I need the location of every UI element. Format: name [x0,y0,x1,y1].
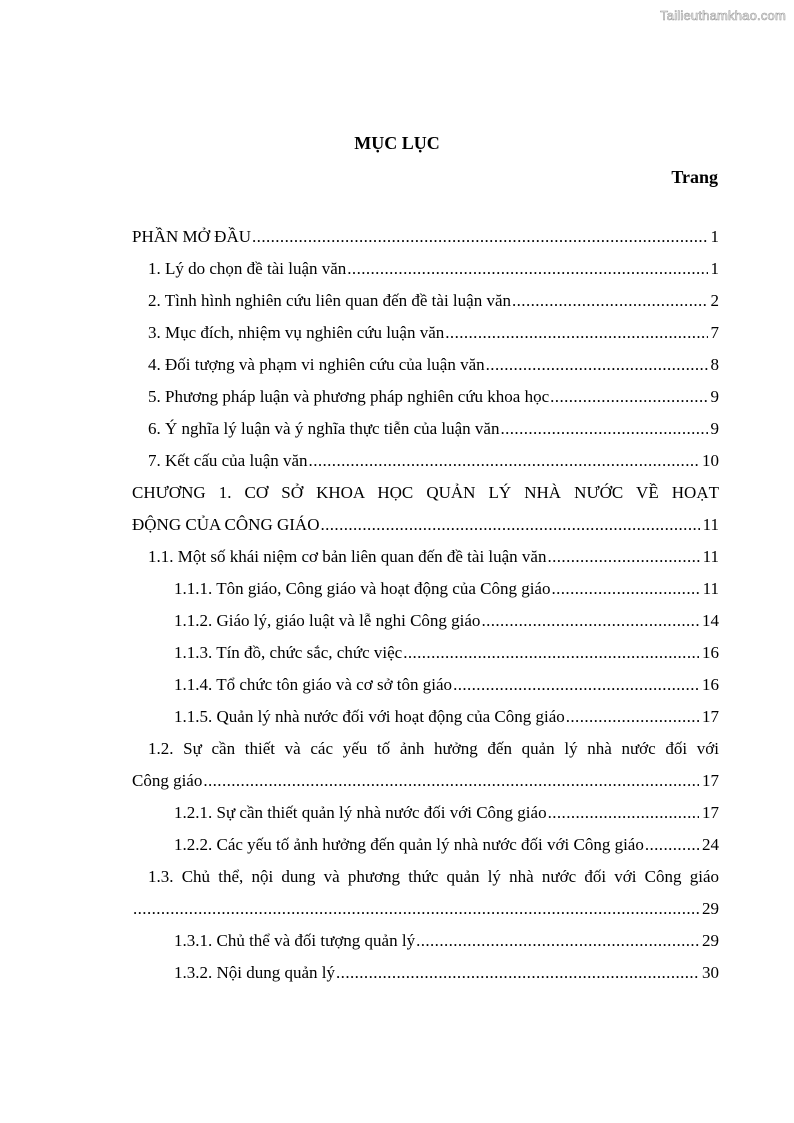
dot-leader [320,512,699,538]
toc-entry[interactable] [132,928,719,960]
watermark-text: Tailieuthamkhao.com [660,8,786,23]
toc-entry-page: 9 [710,387,719,406]
toc-entry-label: 1.2.1. Sự cần thiết quản lý nhà nước đối với Công giáo [174,803,547,822]
toc-entry[interactable] [132,640,719,672]
toc-entry-page: 11 [702,515,719,534]
toc-entry-page: 17 [702,707,719,726]
table-of-contents [132,224,719,992]
toc-entry-page: 2 [710,291,719,310]
toc-entry-page: 16 [702,675,719,694]
dot-leader [500,416,707,442]
dot-leader [512,288,708,314]
toc-entry[interactable] [132,576,719,608]
toc-entry[interactable] [132,704,719,736]
toc-entry-page: 1 [710,227,719,246]
dot-leader [416,928,699,954]
toc-entry-label-line1: 1.2. Sự cần thiết và các yếu tố ảnh hưởng đến quản lý nhà nước đối với [148,739,719,758]
toc-entry[interactable] [132,800,719,832]
toc-entry-label: 1.3.1. Chủ thể và đối tượng quản lý [174,931,416,950]
toc-entry-label: 1.1.4. Tổ chức tôn giáo và cơ sở tôn giáo [174,675,453,694]
dot-leader [481,608,699,634]
toc-entry[interactable] [132,288,719,320]
toc-entry-page: 24 [702,835,719,854]
toc-entry-label: PHẦN MỞ ĐẦU [132,227,252,246]
dot-leader [566,704,699,730]
toc-entry-page: 11 [702,579,719,598]
dot-leader [551,576,699,602]
dot-leader [203,768,699,794]
toc-entry-label-line1: CHƯƠNG 1. CƠ SỞ KHOA HỌC QUẢN LÝ NHÀ NƯỚC VỀ HOẠT [132,483,719,502]
toc-entry-label: ĐỘNG CỦA CÔNG GIÁO [132,515,320,534]
toc-entry[interactable] [132,256,719,288]
dot-leader [550,384,707,410]
toc-entry-page: 30 [702,963,719,982]
toc-entry-page: 1 [710,259,719,278]
toc-entry-heading-line[interactable] [132,864,719,896]
toc-entry-label: 5. Phương pháp luận và phương pháp nghiên cứu khoa học [148,387,550,406]
toc-entry[interactable] [132,384,719,416]
toc-entry-page: 17 [702,803,719,822]
toc-entry[interactable] [132,448,719,480]
dot-leader [453,672,699,698]
toc-entry-label: 6. Ý nghĩa lý luận và ý nghĩa thực tiễn của luận văn [148,419,500,438]
toc-entry[interactable] [132,608,719,640]
dot-leader [403,640,699,666]
dot-leader [645,832,699,858]
dot-leader [486,352,708,378]
dot-leader [336,960,699,986]
toc-entry-heading-line[interactable] [132,480,719,512]
toc-entry-page: 29 [702,899,719,918]
toc-entry[interactable] [132,320,719,352]
toc-entry-label: 1.1.2. Giáo lý, giáo luật và lễ nghi Công giáo [174,611,481,630]
toc-entry-label: 1.1.1. Tôn giáo, Công giáo và hoạt động của Công giáo [174,579,551,598]
toc-entry[interactable] [132,672,719,704]
toc-entry[interactable] [132,512,719,544]
dot-leader [445,320,707,346]
toc-entry-label: 2. Tình hình nghiên cứu liên quan đến đề tài luận văn [148,291,511,310]
toc-entry-label-line1: 1.3. Chủ thể, nội dung và phương thức quản lý nhà nước đối với Công giáo [148,867,719,886]
toc-entry[interactable] [132,544,719,576]
toc-entry-page: 14 [702,611,719,630]
toc-entry-page: 9 [710,419,719,438]
toc-entry-page: 29 [702,931,719,950]
toc-entry[interactable] [132,416,719,448]
toc-entry[interactable] [132,352,719,384]
toc-entry-label: 1.1.3. Tín đồ, chức sắc, chức việc [174,643,403,662]
toc-entry-heading-line[interactable] [132,736,719,768]
toc-entry-page: 10 [702,451,719,470]
dot-leader [547,544,699,570]
dot-leader [347,256,707,282]
toc-entry-page: 7 [710,323,719,342]
toc-entry[interactable] [132,896,719,928]
toc-entry-page: 11 [702,547,719,566]
toc-entry-label: Công giáo [132,771,203,790]
toc-entry[interactable] [132,224,719,256]
toc-entry-label: 3. Mục đích, nhiệm vụ nghiên cứu luận văn [148,323,445,342]
toc-entry[interactable] [132,768,719,800]
dot-leader [133,896,699,922]
toc-entry-label: 1.3.2. Nội dung quản lý [174,963,336,982]
toc-entry[interactable] [132,960,719,992]
page-title: MỤC LỤC [354,133,440,153]
page-column-header: Trang [671,167,718,187]
dot-leader [548,800,699,826]
toc-entry-label: 1.2.2. Các yếu tố ảnh hưởng đến quản lý nhà nước đối với Công giáo [174,835,644,854]
dot-leader [309,448,699,474]
toc-entry-label: 7. Kết cấu của luận văn [148,451,308,470]
toc-entry-label: 4. Đối tượng và phạm vi nghiên cứu của luận văn [148,355,485,374]
toc-entry-label: 1. Lý do chọn đề tài luận văn [148,259,347,278]
toc-entry-label: 1.1.5. Quản lý nhà nước đối với hoạt động của Công giáo [174,707,565,726]
dot-leader [252,224,707,250]
toc-entry[interactable] [132,832,719,864]
toc-entry-page: 16 [702,643,719,662]
toc-entry-page: 17 [702,771,719,790]
toc-entry-page: 8 [710,355,719,374]
toc-entry-label: 1.1. Một số khái niệm cơ bản liên quan đến đề tài luận văn [148,547,547,566]
